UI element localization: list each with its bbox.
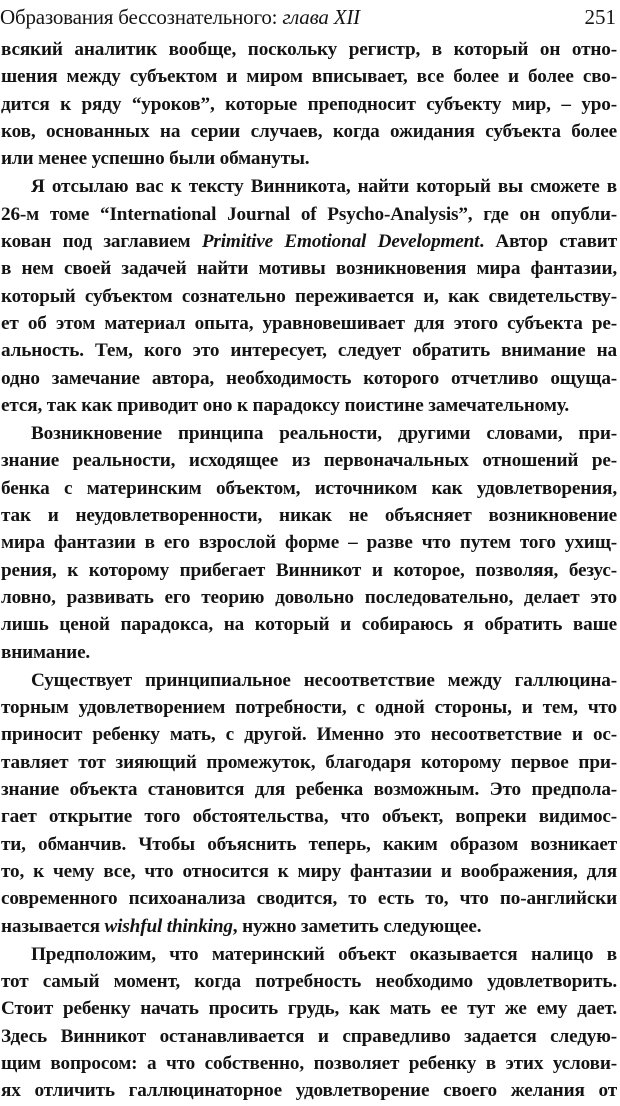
text-line bbox=[1, 803, 617, 830]
text-line bbox=[1, 447, 617, 474]
text-segment: торным удовлетворением потребности, с одной стороны, и тем, что bbox=[1, 697, 617, 719]
text-line bbox=[1, 995, 617, 1022]
text-segment: ях отличить галлюцинаторное удовлетворение своего желания от bbox=[1, 1080, 617, 1102]
text-line bbox=[1, 913, 617, 940]
text-segment: лишь ценой парадокса, на который и собираюсь я обратить ваше bbox=[1, 614, 617, 636]
text-segment: Здесь Винникот останавливается и справедливо задается следую- bbox=[1, 1025, 617, 1047]
text-line bbox=[1, 968, 617, 995]
text-segment: ков, основанных на серии случаев, когда ожидания субъекта более bbox=[1, 120, 617, 142]
text-line bbox=[1, 885, 617, 912]
text-line bbox=[1, 91, 617, 118]
running-header bbox=[0, 0, 616, 34]
text-line bbox=[1, 639, 617, 666]
text-line bbox=[1, 1077, 617, 1104]
text-segment: ловно, развивать его теорию довольно последовательно, делает это bbox=[1, 586, 617, 608]
page-number: 251 bbox=[584, 5, 616, 29]
text-line bbox=[1, 831, 617, 858]
text-line bbox=[1, 858, 617, 885]
text-segment: знание объекта становится для ребенка возможным. Это предпола- bbox=[1, 779, 617, 801]
text-segment: Предположим, что материнский объект оказывается налицо в bbox=[31, 943, 617, 965]
text-line bbox=[1, 557, 617, 584]
text-line bbox=[1, 228, 617, 255]
text-segment: то, к чему все, что относится к миру фантазии и воображения, для bbox=[1, 860, 617, 882]
text-line bbox=[1, 201, 617, 228]
text-line bbox=[1, 118, 617, 145]
text-line bbox=[1, 1023, 617, 1050]
text-segment: Стоит ребенку начать просить грудь, как мать ее тут же ему дает. bbox=[1, 998, 617, 1020]
text-segment: всякий аналитик вообще, поскольку регистр, в который он отно- bbox=[1, 39, 617, 60]
text-line bbox=[1, 502, 617, 529]
text-segment: мира фантазии в его взрослой форме – разве что путем того ухищ- bbox=[1, 532, 617, 554]
text-segment: современного психоанализа сводится, то есть то, что по-английски bbox=[1, 888, 617, 910]
text-segment: знание реальности, исходящее из первоначальных отношений ре- bbox=[1, 450, 617, 472]
text-segment: ет об этом материал опыта, уравновешивает для этого субъекта ре- bbox=[1, 312, 617, 334]
text-segment: рения, к которому прибегает Винникот и которое, позволяя, безус- bbox=[1, 559, 617, 581]
text-segment: бенка с материнским объектом, источником как удовлетворения, bbox=[1, 477, 617, 499]
text-segment: так и неудовлетворенности, никак не объясняет возникновение bbox=[1, 505, 617, 527]
paragraph bbox=[1, 420, 617, 666]
running-title-chapter: глава XII bbox=[282, 5, 360, 29]
text-segment: или менее успешно были обмануты. bbox=[1, 148, 310, 170]
text-segment: который субъектом сознательно переживается и, как свидетельству- bbox=[1, 285, 617, 307]
text-line bbox=[1, 694, 617, 721]
text-line bbox=[1, 392, 617, 419]
text-segment: 26-м томе “International Journal of Psycho-Analysis”, где он опубли- bbox=[1, 203, 617, 225]
text-line bbox=[1, 1050, 617, 1077]
paragraph bbox=[1, 36, 617, 172]
text-line bbox=[1, 529, 617, 556]
text-segment: ется, так как приводит оно к парадоксу поистине замечательному. bbox=[1, 394, 569, 416]
paragraph bbox=[1, 941, 617, 1105]
text-line bbox=[1, 36, 617, 63]
text-line bbox=[1, 255, 617, 282]
text-segment: шения между субъектом и миром вписывает, все более и более сво- bbox=[1, 66, 617, 88]
text-segment: Я отсылаю вас к тексту Винникота, найти который вы сможете в bbox=[31, 176, 617, 198]
text-segment: тот самый момент, когда потребность необходимо удовлетворить. bbox=[1, 971, 617, 993]
text-segment: кован под заглавием bbox=[1, 231, 202, 253]
page-body bbox=[1, 36, 617, 1106]
text-segment: одно замечание автора, необходимость которого отчетливо ощуща- bbox=[1, 367, 617, 389]
text-line bbox=[1, 63, 617, 90]
text-line bbox=[1, 749, 617, 776]
text-segment: внимание. bbox=[1, 641, 91, 663]
running-title-text: Образования бессознательного: bbox=[0, 5, 283, 29]
text-line bbox=[1, 420, 617, 447]
text-line bbox=[1, 941, 617, 968]
text-segment: щим вопросом: а что собственно, позволяет ребенку в этих услови- bbox=[1, 1052, 617, 1074]
text-segment: ти, обманчив. Чтобы объяснить теперь, каким образом возникает bbox=[1, 833, 617, 855]
text-segment: в нем своей задачей найти мотивы возникновения мира фантазии, bbox=[1, 258, 617, 280]
text-line bbox=[1, 776, 617, 803]
paragraph bbox=[1, 173, 617, 419]
text-segment: Возникновение принципа реальности, другими словами, при- bbox=[31, 423, 617, 445]
running-title bbox=[0, 0, 360, 34]
text-segment: гает открытие того обстоятельства, что объект, вопреки видимос- bbox=[1, 806, 617, 828]
text-segment: называется bbox=[1, 915, 105, 937]
italic-title: Primitive Emotional Development bbox=[201, 231, 480, 253]
text-segment: . Автор ставит bbox=[479, 231, 617, 253]
text-line bbox=[1, 721, 617, 748]
text-line bbox=[1, 310, 617, 337]
text-segment: альность. Тем, кого это интересует, следует обратить внимание на bbox=[1, 340, 617, 362]
text-segment: Существует принципиальное несоответствие между галлюцина- bbox=[31, 669, 617, 691]
text-line bbox=[1, 584, 617, 611]
text-segment: , нужно заметить следующее. bbox=[232, 915, 482, 937]
text-line bbox=[1, 145, 617, 172]
text-segment: приносит ребенку мать, с другой. Именно это несоответствие и ос- bbox=[1, 724, 617, 746]
text-segment: тавляет тот зияющий промежуток, благодаря которому первое при- bbox=[1, 751, 617, 773]
paragraph bbox=[1, 667, 617, 940]
text-line bbox=[1, 173, 617, 200]
text-line bbox=[1, 475, 617, 502]
text-segment: дится к ряду “уроков”, которые преподносит субъекту мир, – уро- bbox=[1, 93, 617, 115]
text-line bbox=[1, 337, 617, 364]
text-line bbox=[1, 283, 617, 310]
italic-title: wishful thinking bbox=[104, 915, 233, 937]
text-line bbox=[1, 611, 617, 638]
text-line bbox=[1, 667, 617, 694]
text-line bbox=[1, 365, 617, 392]
